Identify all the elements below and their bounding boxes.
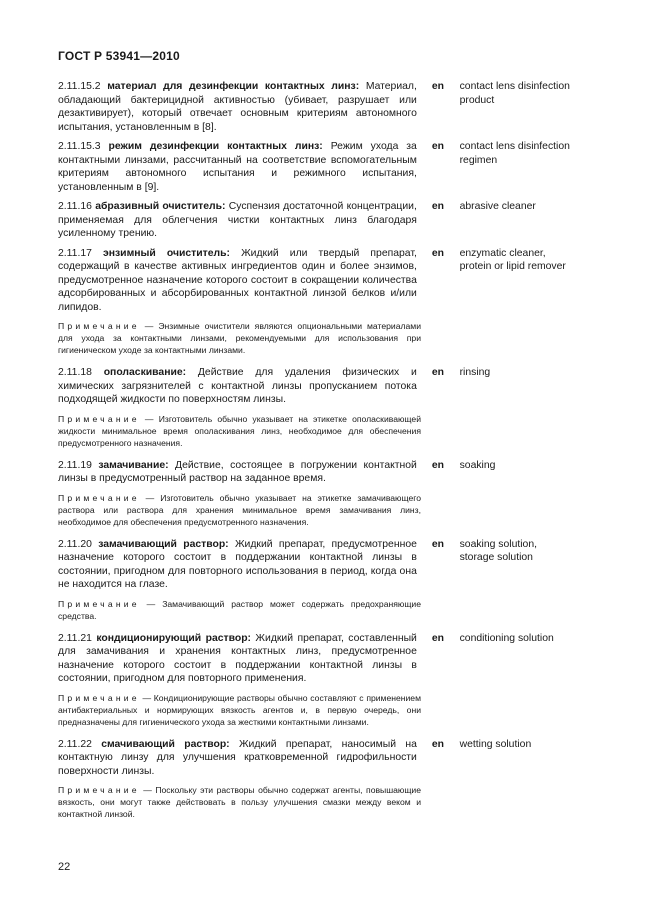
term-number: 2.11.18 (58, 367, 92, 378)
english-term-line: wetting solution (459, 738, 532, 750)
language-code: en (431, 738, 444, 750)
term-definition: Суспензия достаточной концентрации, применяемая для облегчения чистки контактных линз благодаря усиленному трению. (58, 201, 417, 239)
term-definition: Режим ухода за контактными линзами, рассчитанный на соответствие вспомогательным критериям автономного испытания и режимного испытания, установленным в [9]. (58, 141, 417, 193)
note-label: Примечание (58, 492, 140, 503)
note-label: Примечание (58, 598, 140, 609)
term-definition-block (58, 200, 417, 241)
term-number: 2.11.17 (58, 247, 92, 259)
note-text: — Замачивающий раствор может содержать предохраняющие средства. (58, 598, 421, 621)
english-equivalent (460, 247, 598, 274)
term-definition-block (58, 366, 417, 407)
term-entry (58, 538, 598, 592)
term-definition-block (58, 80, 417, 134)
term-definition-block (58, 738, 417, 779)
term-note (58, 598, 421, 622)
english-equivalent (460, 200, 598, 214)
term-definition: Жидкий препарат, наносимый на контактную линзу для улучшения кратковременной гидрофильности поверхности линзы. (58, 738, 417, 777)
term-definition-block (58, 459, 417, 486)
language-code: en (431, 247, 444, 259)
term-number: 2.11.15.2 (58, 81, 101, 92)
english-term-line: protein or lipid remover (459, 261, 566, 272)
term-note (58, 492, 421, 528)
term-name: кондиционирующий раствор: (96, 632, 251, 644)
language-code: en (431, 459, 444, 471)
term-definition-block (58, 538, 417, 592)
note-text: — Изготовитель обычно указывает на этикетке замачивающего раствора или раствора для хранения минимальное время замачивания линз, необходимое для обеспечения предусмотренного назначения. (58, 492, 421, 527)
term-entry (58, 632, 598, 686)
term-name: ополаскивание: (103, 367, 187, 378)
term-note (58, 320, 421, 356)
term-name: материал для дезинфекции контактных линз: (107, 81, 360, 92)
term-number: 2.11.16 (58, 201, 92, 212)
term-note (58, 413, 421, 449)
page-number: 22 (58, 861, 71, 873)
english-equivalent (460, 140, 598, 167)
note-label: Примечание (58, 692, 140, 703)
note-label: Примечание (58, 413, 140, 424)
terms-content (58, 80, 598, 830)
term-name: смачивающий раствор: (101, 738, 230, 750)
english-term-line: soaking (459, 459, 496, 471)
term-number: 2.11.22 (58, 738, 92, 750)
note-label: Примечание (58, 321, 140, 331)
term-number: 2.11.19 (58, 459, 92, 471)
term-entry (58, 247, 598, 315)
note-text: — Кондиционирующие растворы обычно составляют с применением антибактериальных и нормирующих вязкость агентов и, в первую очередь, они предназначены для гигиенического ухода за жесткими контактными линзами. (58, 692, 421, 727)
note-label: Примечание (58, 785, 140, 795)
term-note (58, 784, 421, 820)
standard-header: ГОСТ Р 53941—2010 (58, 49, 180, 63)
term-entry (58, 738, 598, 779)
term-definition: Действие, состоящее в погружении контактной линзы в предусмотренный раствор на заданное время. (58, 459, 417, 484)
term-name: замачивание: (98, 459, 169, 471)
term-name: замачивающий раствор: (98, 538, 229, 550)
english-term-line: product (459, 94, 495, 106)
term-definition-block (58, 247, 417, 315)
term-definition: Действие для удаления физических и химических загрязнителей с контактной линзы пропусканием потока подходящей жидкости по поверхностям линзы. (58, 367, 417, 405)
english-term-line: conditioning solution (459, 632, 554, 644)
english-term-line: abrasive cleaner (459, 201, 536, 212)
english-equivalent (460, 538, 598, 565)
language-code: en (431, 367, 444, 378)
language-code: en (431, 538, 444, 550)
term-definition-block (58, 632, 417, 686)
term-entry (58, 200, 598, 241)
language-code: en (431, 201, 444, 212)
language-code: en (431, 632, 444, 644)
term-definition: Жидкий или твердый препарат, содержащий в качестве активных ингредиентов один и более энзимов, предусмотренное назначение которого состоит в сокращении количества адсорбированных и абсорбированных контактной линзой белков и/или липидов. (58, 247, 417, 313)
english-term-line: enzymatic cleaner, (459, 247, 546, 259)
term-number: 2.11.20 (58, 538, 92, 550)
term-definition: Жидкий препарат, составленный для замачивания и хранения контактных линз, предусмотренное назначение которого состоит в поддержании контактной линзы в состоянии, пригодном для повторного применения. (58, 632, 417, 684)
note-text: — Изготовитель обычно указывает на этикетке ополаскивающей жидкости минимальное время ополаскивания линз, необходимое для обеспечения предусмотренного назначения. (58, 413, 421, 448)
english-term-line: rinsing (459, 367, 491, 378)
term-definition: Жидкий препарат, предусмотренное назначение которого состоит в поддержании контактной линзы в состоянии, пригодном для повторного использования в период, когда она не находится на глазе. (58, 538, 417, 590)
term-definition-block (58, 140, 417, 194)
term-number: 2.11.15.3 (58, 141, 101, 152)
term-entry (58, 80, 598, 134)
english-term-line: regimen (459, 154, 498, 166)
language-code: en (431, 81, 444, 92)
term-number: 2.11.21 (58, 632, 92, 644)
note-text: — Поскольку эти растворы обычно содержат агенты, повышающие вязкость, они могут также действовать в пользу улучшения смазки между веком и контактной линзой. (58, 785, 421, 819)
english-term-line: storage solution (459, 552, 533, 563)
note-text: — Энзимные очистители являются опциональными материалами для ухода за контактными линзами, рекомендуемыми для использования при гигиеническом уходе за контактными линзами. (58, 321, 421, 355)
term-entry (58, 459, 598, 486)
english-equivalent (460, 738, 598, 752)
term-note (58, 692, 421, 728)
english-equivalent (460, 80, 598, 107)
term-definition: Материал, обладающий бактерицидной активностью (убивает, разрушает или дезактивирует), который отвечает основным критериям автономного испытания, установленным в [8]. (58, 81, 417, 133)
term-entry (58, 140, 598, 194)
term-name: режим дезинфекции контактных линз: (108, 141, 323, 152)
language-code: en (431, 141, 444, 152)
english-equivalent (460, 459, 598, 473)
english-term-line: contact lens disinfection (459, 81, 570, 92)
english-term-line: soaking solution, (459, 538, 537, 550)
term-name: абразивный очиститель: (95, 201, 226, 212)
english-equivalent (460, 366, 598, 380)
english-equivalent (460, 632, 598, 646)
term-entry (58, 366, 598, 407)
english-term-line: contact lens disinfection (459, 141, 570, 152)
term-name: энзимный очиститель: (103, 247, 230, 259)
